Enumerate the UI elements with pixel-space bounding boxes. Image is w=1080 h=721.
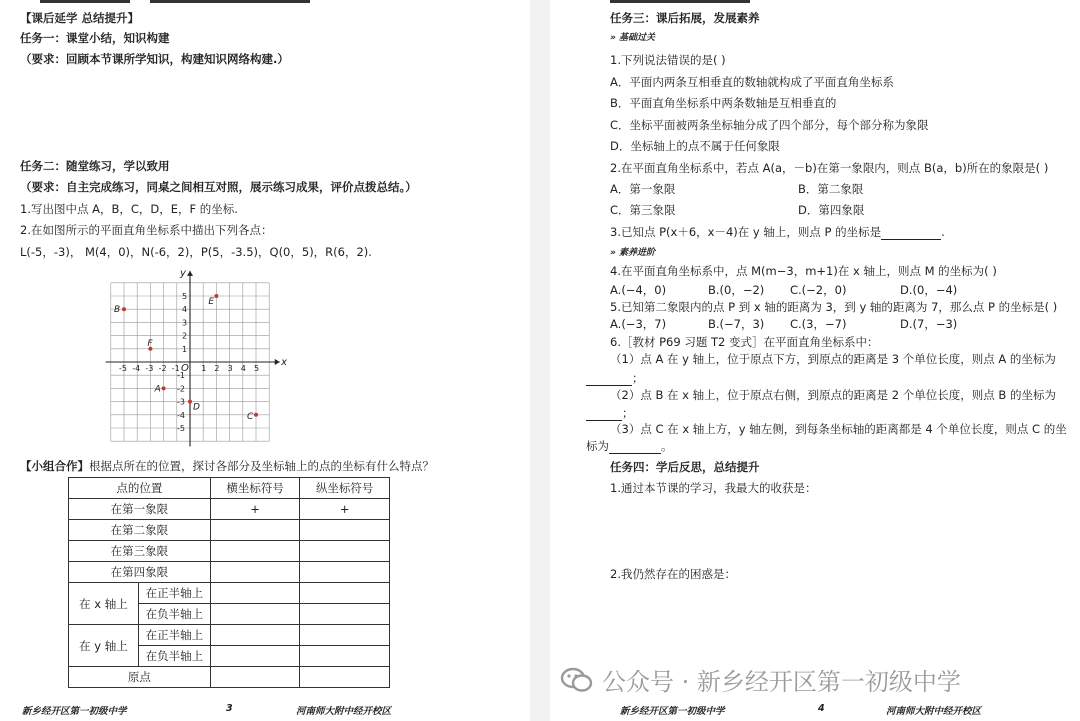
- answer-blank[interactable]: [586, 408, 622, 421]
- option-d: D．第四象限: [798, 203, 865, 217]
- option-d: D．坐标轴上的点不属于任何象限: [610, 139, 780, 153]
- x-tick-label: -5: [119, 364, 127, 373]
- footer-campus: 河南师大附中经开校区: [886, 706, 982, 717]
- row-label: 在负半轴上: [138, 604, 210, 625]
- page-number: 4: [818, 703, 825, 714]
- answer-blank[interactable]: [881, 227, 941, 240]
- cell-y-sign: [300, 604, 390, 625]
- table-row: [69, 562, 390, 583]
- cell-x-sign: [210, 562, 300, 583]
- reflection-question-2: 2.我仍然存在的困惑是：: [610, 567, 736, 581]
- question-4: 4.在平面直角坐标系中，点 M(m−3，m+1)在 x 轴上，则点 M 的坐标为( ): [610, 264, 997, 278]
- y-tick-label: 3: [182, 318, 188, 328]
- option-a: A.(−4，0): [610, 283, 667, 297]
- cell-x-sign: [210, 625, 300, 646]
- section-heading: 【课后延学 总结提升】: [20, 11, 140, 25]
- cell-y-sign: [300, 520, 390, 541]
- option-b: B.(−7，3): [708, 317, 765, 331]
- answer-end: ；: [622, 406, 634, 420]
- x-tick-label: -2: [158, 364, 167, 373]
- option-d: D.(0，−4): [900, 283, 958, 297]
- x-tick-label: 3: [227, 364, 233, 373]
- y-tick-label: 4: [182, 305, 188, 315]
- task2-title: 任务二：随堂练习，学以致用: [20, 159, 170, 173]
- question-1: 1.写出图中点 A，B，C，D，E，F 的坐标.: [20, 202, 238, 216]
- task2-requirement: （要求：自主完成练习，同桌之间相互对照，展示练习成果，评价点拨总结。）: [20, 180, 417, 194]
- point-label-F: F: [147, 338, 153, 349]
- wechat-icon: [560, 666, 594, 694]
- point-E: [214, 294, 218, 298]
- row-label: 在第三象限: [69, 541, 211, 562]
- option-b: B．平面直角坐标系中两条数轴是互相垂直的: [610, 96, 837, 110]
- option-d: D.(7，−3): [900, 317, 958, 331]
- question-3-text: 3.已知点 P(x＋6，x－4)在 y 轴上，则点 P 的坐标是: [610, 225, 882, 239]
- page-number: 3: [226, 703, 233, 714]
- point-D: [188, 400, 192, 404]
- point-A: [162, 386, 166, 390]
- question-2: 2.在平面直角坐标系中，若点 A(a，－b)在第一象限内，则点 B(a，b)所在的象限是( ): [610, 161, 1049, 175]
- watermark: [560, 662, 961, 697]
- cropped-top-text: [150, 0, 310, 3]
- y-tick-label: 5: [182, 292, 188, 301]
- row-label: 在第二象限: [69, 520, 211, 541]
- answer-prefix: 标为: [586, 439, 609, 453]
- question-6: 6.［教材 P69 习题 T2 变式］在平面直角坐标系中：: [610, 335, 879, 349]
- question-6-part-1: （1）点 A 在 y 轴上，位于原点下方，到原点的距离是 3 个单位长度，则点 A 的坐标为: [610, 352, 1056, 366]
- header-y-sign: 纵坐标符号: [300, 478, 390, 499]
- x-tick-label: -4: [132, 364, 141, 373]
- option-a: A．平面内两条互相垂直的数轴就构成了平面直角坐标系: [610, 75, 894, 89]
- row-label: 原点: [69, 667, 211, 688]
- point-label-C: C: [247, 411, 254, 422]
- table-header-row: [69, 478, 390, 499]
- y-tick-label: -5: [177, 424, 185, 433]
- option-a: A.(−3，7): [610, 317, 667, 331]
- group-work-text: 根据点所在的位置，探讨各部分及坐标轴上的点的坐标有什么特点？: [89, 459, 434, 473]
- coordinate-plane: [100, 262, 300, 462]
- y-axis-label: y: [180, 268, 186, 280]
- y-tick-label: -4: [177, 410, 185, 420]
- points-list: L(-5，-3)， M(4，0)，N(-6，2)，P(5，-3.5)，Q(0，5)，R(6，2).: [20, 245, 372, 259]
- cell-x-sign: [210, 667, 300, 688]
- table-row: [69, 625, 390, 646]
- question-3-end: .: [941, 225, 945, 239]
- worksheet-page-4: [550, 0, 1080, 721]
- question-1: 1.下列说法错误的是( ): [610, 53, 726, 67]
- cell-x-sign: [210, 646, 300, 667]
- table-row: [69, 541, 390, 562]
- x-tick-label: -3: [145, 364, 154, 373]
- question-2: 2.在如图所示的平面直角坐标系中描出下列各点：: [20, 223, 273, 237]
- group-work-label: 【小组合作】: [20, 459, 89, 473]
- task4-title: 任务四：学后反思，总结提升: [610, 460, 760, 474]
- row-group-x-axis: 在 x 轴上: [69, 583, 139, 625]
- cell-y-sign: [300, 625, 390, 646]
- x-axis-arrow: [275, 359, 280, 365]
- row-label: 在第一象限: [69, 499, 211, 520]
- cell-x-sign: [210, 604, 300, 625]
- table-row: [69, 667, 390, 688]
- row-label: 在正半轴上: [138, 625, 210, 646]
- header-position: 点的位置: [69, 478, 211, 499]
- question-3: [610, 224, 945, 240]
- cell-y-sign: +: [300, 499, 390, 520]
- y-tick-label: 2: [182, 331, 188, 341]
- option-c: C．坐标平面被两条坐标轴分成了四个部分，每个部分称为象限: [610, 118, 929, 132]
- answer-blank[interactable]: [609, 441, 661, 454]
- point-label-B: B: [114, 305, 121, 316]
- option-b: B．第二象限: [798, 182, 864, 196]
- cell-y-sign: [300, 562, 390, 583]
- question-6-part-3: （3）点 C 在 x 轴上方，y 轴左侧，到每条坐标轴的距离都是 4 个单位长度，则点 C 的坐: [610, 422, 1067, 436]
- y-tick-label: -2: [177, 384, 185, 394]
- sign-table: [68, 477, 390, 688]
- y-tick-label: -1: [177, 371, 185, 381]
- answer-line: [586, 438, 673, 454]
- question-5: 5.已知第二象限内的点 P 到 x 轴的距离为 3，到 y 轴的距离为 7，那么点 P 的坐标是( ): [610, 300, 1058, 314]
- footer-school: 新乡经开区第一初级中学: [22, 706, 127, 717]
- row-group-y-axis: 在 y 轴上: [69, 625, 139, 667]
- cropped-top-text: [610, 0, 750, 3]
- answer-end: 。: [661, 439, 673, 453]
- basic-section-label: » 基础过关: [610, 33, 655, 43]
- table-row: [69, 583, 390, 604]
- row-label: 在负半轴上: [138, 646, 210, 667]
- task1-requirement: （要求：回顾本节课所学知识，构建知识网络构建.）: [20, 52, 289, 66]
- x-tick-label: 4: [240, 364, 246, 373]
- reflection-question-1: 1.通过本节课的学习，我最大的收获是：: [610, 481, 817, 495]
- cell-y-sign: [300, 583, 390, 604]
- page-gutter: [530, 0, 550, 721]
- footer-school: 新乡经开区第一初级中学: [620, 706, 725, 717]
- x-tick-label: -1: [171, 364, 180, 373]
- point-B: [122, 307, 126, 311]
- table-row: [69, 520, 390, 541]
- x-tick-label: 2: [214, 364, 220, 373]
- basic-label-text: 基础过关: [618, 33, 655, 43]
- x-tick-label: 5: [254, 364, 260, 373]
- row-label: 在第四象限: [69, 562, 211, 583]
- cell-y-sign: [300, 667, 390, 688]
- advanced-label-text: 素养进阶: [618, 248, 655, 258]
- cell-y-sign: [300, 541, 390, 562]
- option-a: A．第一象限: [610, 182, 676, 196]
- cell-y-sign: [300, 646, 390, 667]
- cropped-top-text: [40, 0, 130, 3]
- y-tick-label: -3: [177, 397, 185, 407]
- cell-x-sign: +: [210, 499, 300, 520]
- option-b: B.(0，−2): [708, 283, 765, 297]
- watermark-text: 公众号 · 新乡经开区第一初级中学: [602, 668, 961, 696]
- answer-blank[interactable]: [586, 373, 632, 386]
- point-C: [254, 413, 258, 417]
- question-6-part-2: （2）点 B 在 x 轴上，位于原点右侧，到原点的距离是 2 个单位长度，则点 B 的坐标为: [610, 388, 1056, 402]
- header-x-sign: 横坐标符号: [210, 478, 300, 499]
- advanced-section-label: » 素养进阶: [610, 248, 655, 258]
- cell-x-sign: [210, 541, 300, 562]
- option-c: C.(−2，0): [790, 283, 847, 297]
- option-c: C.(3，−7): [790, 317, 847, 331]
- y-tick-label: 1: [182, 344, 188, 354]
- option-c: C．第三象限: [610, 203, 676, 217]
- task3-title: 任务三：课后拓展，发展素养: [610, 11, 760, 25]
- group-work-line: [20, 458, 434, 474]
- x-tick-label: 1: [201, 364, 207, 373]
- table-row: [69, 499, 390, 520]
- y-axis-arrow: [187, 271, 193, 276]
- x-axis-label: x: [281, 357, 288, 368]
- point-label-D: D: [193, 402, 200, 413]
- answer-end: ；: [632, 371, 644, 385]
- worksheet-page-3: [0, 0, 530, 721]
- row-label: 在正半轴上: [138, 583, 210, 604]
- cell-x-sign: [210, 520, 300, 541]
- answer-line: [586, 370, 644, 386]
- footer-campus: 河南师大附中经开校区: [296, 706, 392, 717]
- task1-title: 任务一：课堂小结，知识构建: [20, 31, 170, 45]
- point-label-A: A: [154, 384, 161, 395]
- cell-x-sign: [210, 583, 300, 604]
- origin-label: O: [181, 363, 189, 374]
- answer-line: [586, 405, 634, 421]
- point-label-E: E: [208, 297, 215, 307]
